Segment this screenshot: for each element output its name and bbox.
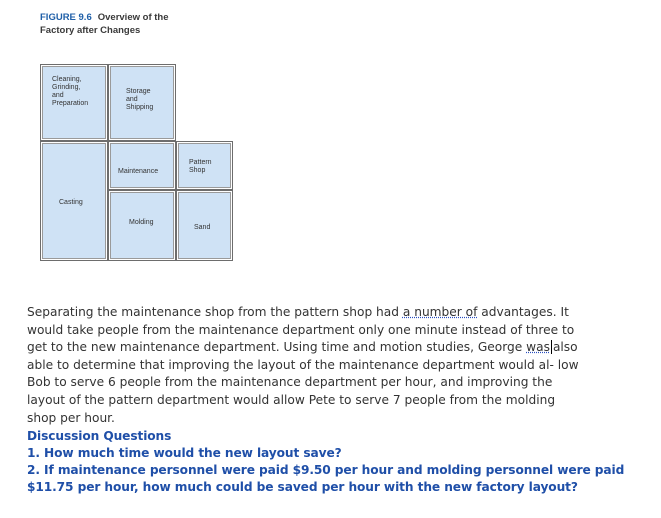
room-storage-label: Storage and Shipping [126,88,154,111]
figure-title [40,11,169,37]
factory-floor-plan [40,64,233,261]
room-cleaning [40,64,108,141]
question-1: 1. How much time would the new layout save? [27,446,342,460]
discussion-heading: Discussion Questions [27,429,172,443]
paragraph-flagged-phrase[interactable]: a number of [402,305,478,319]
room-molding [108,190,176,261]
room-molding-label: Molding [129,219,154,226]
room-casting-label: Casting [59,199,83,206]
room-sand [176,190,233,261]
text-cursor [551,340,552,354]
figure-title-line2: Factory after Changes [40,25,141,36]
room-casting [40,141,108,261]
room-pattern-label: Pattern Shop [189,159,212,174]
room-maintenance-label: Maintenance [118,168,159,175]
question-2: 2. If maintenance personnel were paid $9.50 per hour and molding personnel were paid $11.75 per hour, how much could be saved per hour with the new factory layout? [27,463,625,494]
figure-title-line1: Overview of the [97,12,169,23]
discussion-section [27,428,627,496]
paragraph-part2: advantages. It would take people from the maintenance department only one minute instead of three to get to the new maintenance department. Using time and motion studies, George [27,305,575,355]
paragraph-part1: Separating the maintenance shop from the pattern shop had [27,305,403,319]
room-maintenance [108,141,176,190]
room-sand-label: Sand [194,224,211,231]
room-cleaning-label: Cleaning, Grinding, and Preparation [52,76,89,107]
body-paragraph [27,304,587,427]
room-storage [108,64,176,141]
paragraph-flagged-word[interactable]: was [526,340,550,355]
paragraph-part3: also able to determine that improving the layout of the maintenance department would al- low Bob to serve 6 people from the maintenance department per hour, and improving the layout of the pattern department would allow Pete to serve 7 people from the molding shop per hour. [27,340,579,425]
room-pattern-shop [176,141,233,190]
figure-label: FIGURE 9.6 [40,12,92,23]
